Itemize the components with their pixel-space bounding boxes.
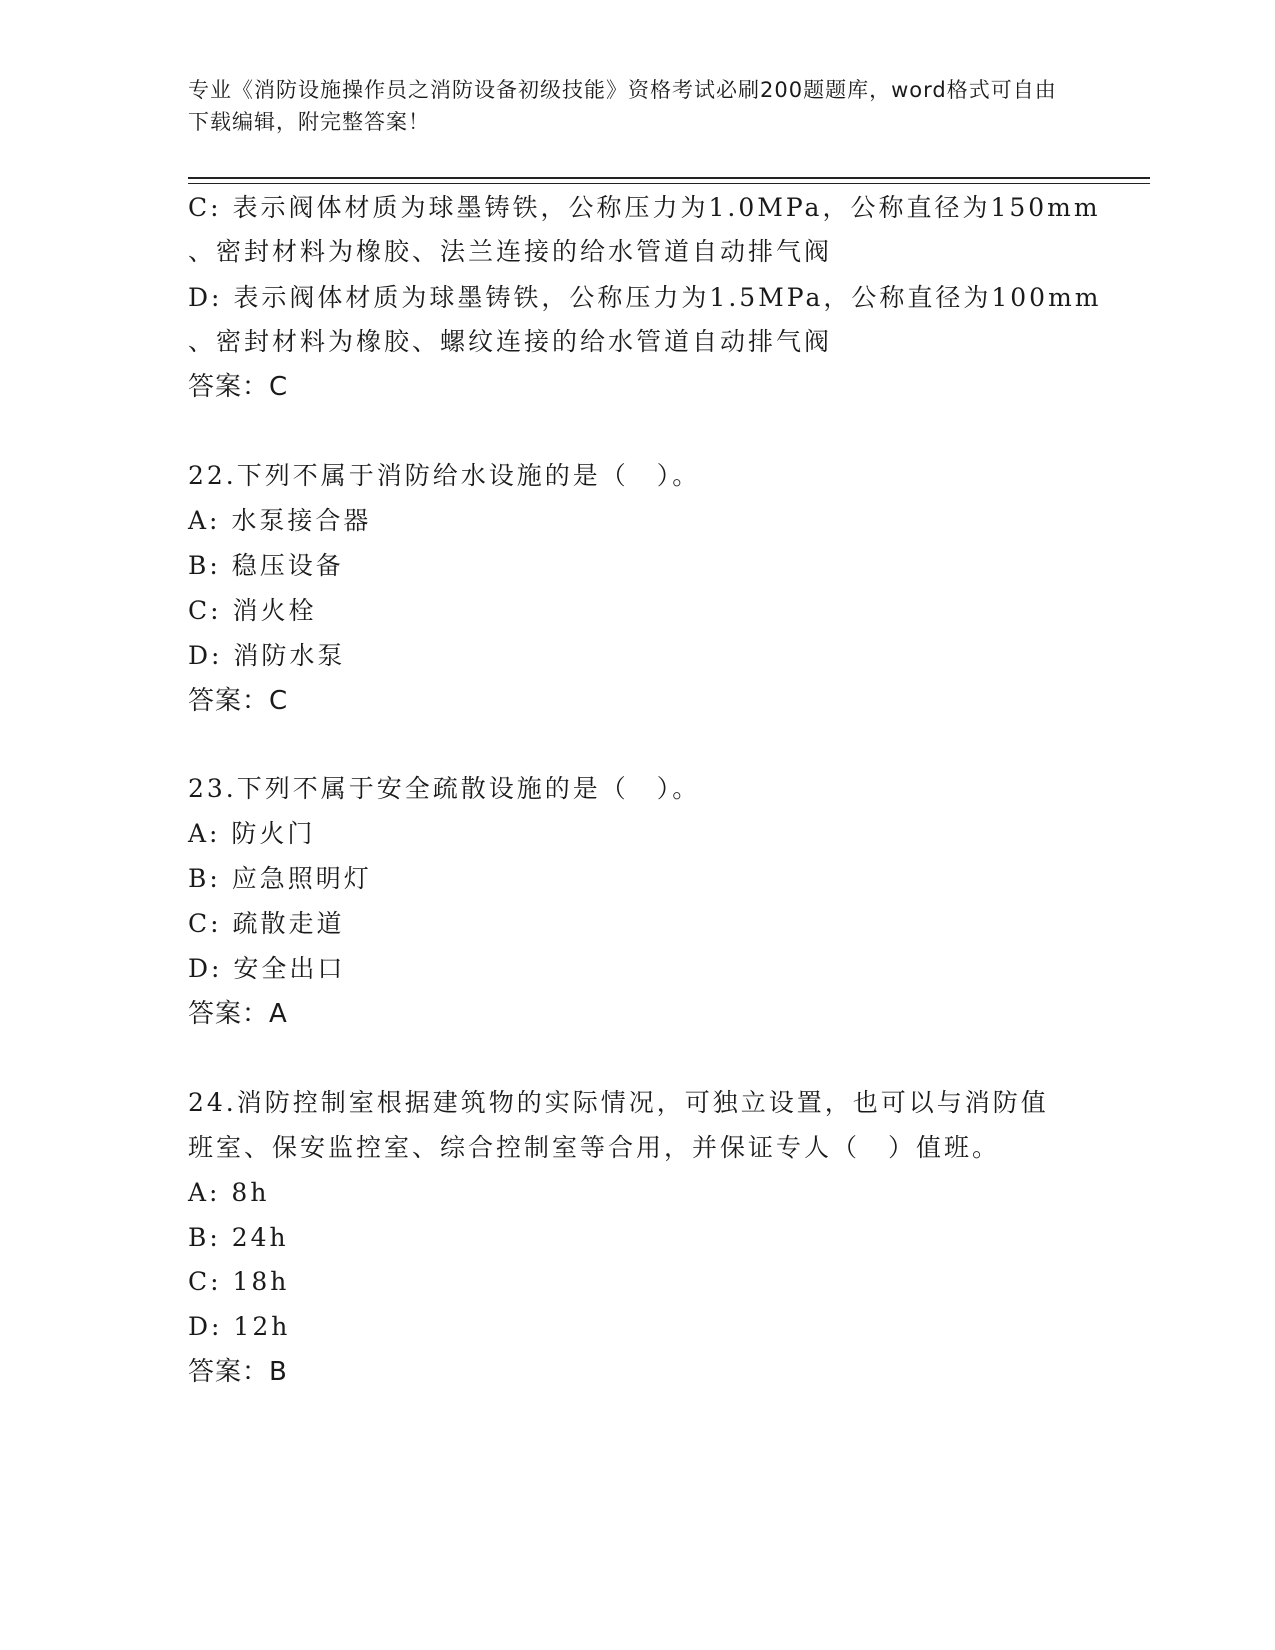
q21-answer: 答案：C — [188, 372, 289, 402]
q24-stem-line2: 班室、保安监控室、综合控制室等合用，并保证专人（ ）值班。 — [188, 1133, 1001, 1162]
q23-option-b: B: 应急照明灯 — [188, 864, 372, 893]
q23-answer: 答案：A — [188, 999, 288, 1029]
header-rule-thin — [188, 183, 1150, 184]
q23-option-d: D: 安全出口 — [188, 954, 346, 983]
q24-stem-line1: 24.消防控制室根据建筑物的实际情况，可独立设置，也可以与消防值 — [188, 1088, 1049, 1117]
q24-answer: 答案：B — [188, 1357, 288, 1387]
q24-option-d: D: 12h — [188, 1312, 291, 1341]
q22-stem: 22.下列不属于消防给水设施的是（ ）。 — [188, 461, 701, 490]
q22-option-a: A: 水泵接合器 — [188, 506, 372, 535]
header-rule-thick — [188, 177, 1150, 179]
q23-option-a: A: 防火门 — [188, 819, 316, 848]
q22-option-b: B: 稳压设备 — [188, 551, 344, 580]
q23-option-c: C: 疏散走道 — [188, 909, 345, 938]
q21-option-c-line1: C: 表示阀体材质为球墨铸铁，公称压力为1.0MPa，公称直径为150mm — [188, 193, 1101, 222]
q22-option-c: C: 消火栓 — [188, 596, 317, 625]
document-header: 专业《消防设施操作员之消防设备初级技能》资格考试必刷200题题库，word格式可自由下载编辑，附完整答案！ — [188, 78, 1057, 134]
q22-answer: 答案：C — [188, 686, 289, 716]
q24-option-a: A: 8h — [188, 1178, 270, 1207]
q24-option-b: B: 24h — [188, 1223, 289, 1252]
q21-option-d-line1: D: 表示阀体材质为球墨铸铁，公称压力为1.5MPa，公称直径为100mm — [188, 283, 1102, 312]
q23-stem: 23.下列不属于安全疏散设施的是（ ）。 — [188, 774, 701, 803]
q21-option-c-line2: 、密封材料为橡胶、法兰连接的给水管道自动排气阀 — [188, 237, 833, 266]
q21-option-d-line2: 、密封材料为橡胶、螺纹连接的给水管道自动排气阀 — [188, 327, 833, 356]
q24-option-c: C: 18h — [188, 1267, 290, 1296]
q22-option-d: D: 消防水泵 — [188, 641, 346, 670]
